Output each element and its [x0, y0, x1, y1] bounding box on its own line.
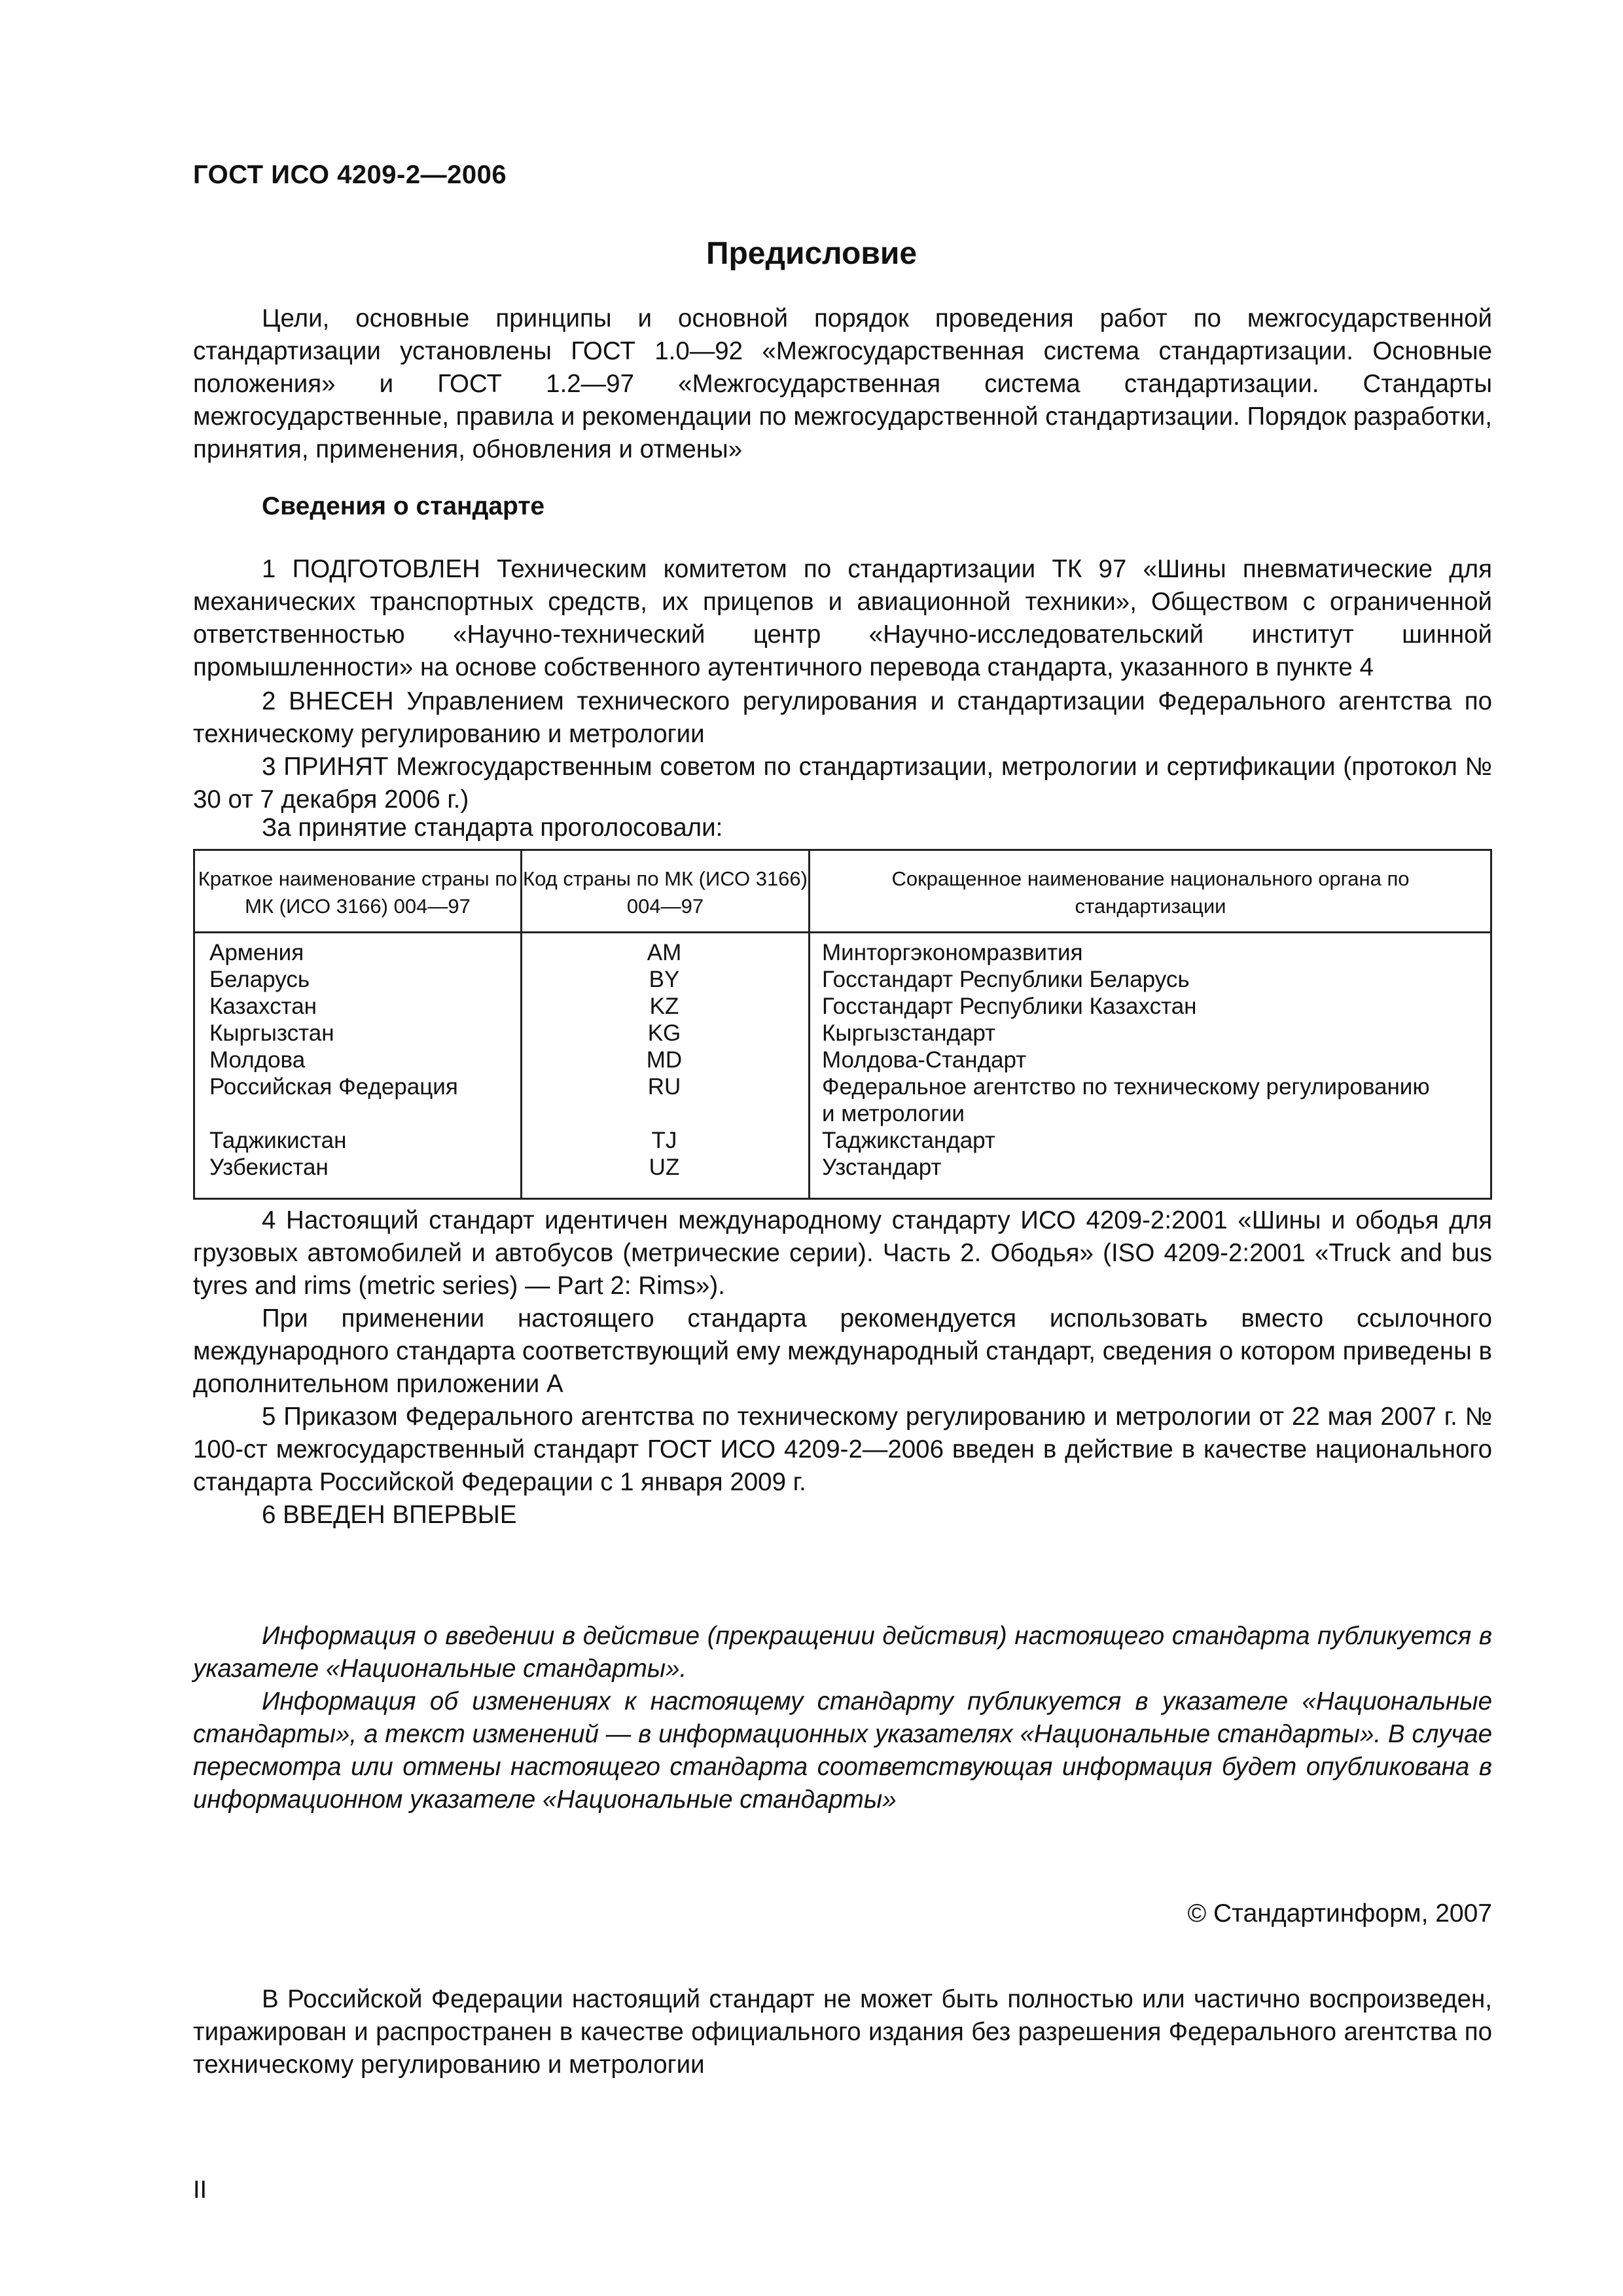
item-1: 1 ПОДГОТОВЛЕН Техническим комитетом по стандартизации ТК 97 «Шины пневматические для механических транспортных средств, их прицепов и авиационной техники», Обществом с ограниченной ответственностью «Научно-технический центр «Научно-исследовательский институт шинной промышленности» на основе собственного аутентичного перевода стандарта, указанного в пункте 4	[193, 555, 1492, 681]
table-cell-country: Узбекистан	[209, 1155, 329, 1180]
page-number: II	[193, 2176, 207, 2204]
table-cell-code: TJ	[651, 1128, 677, 1153]
page-title: Предисловие	[705, 236, 918, 271]
voting-table	[193, 849, 1492, 1200]
table-cell-body: Узстандарт	[822, 1155, 942, 1180]
table-cell-code: BY	[649, 967, 680, 992]
table-cell-body: Госстандарт Республики Беларусь	[822, 967, 1190, 992]
table-cell-country: Кыргызстан	[209, 1020, 334, 1046]
table-cell-body: Таджикстандарт	[822, 1128, 995, 1153]
table-cell-code: AM	[647, 940, 682, 965]
doc-code: ГОСТ ИСО 4209-2—2006	[193, 160, 507, 189]
section-heading: Сведения о стандарте	[262, 492, 545, 520]
table-cell-body: Госстандарт Республики Казахстан	[822, 994, 1197, 1019]
table-cell-body: Кыргызстандарт	[822, 1020, 996, 1046]
info-paragraph-2: Информация об изменениях к настоящему стандарту публикуется в указателе «Национальные стандарты», а текст изменений — в информационных указателях «Национальные стандарты». В случае пересмотра или отмены настоящего стандарта соответствующая информация будет опубликована в информационном указателе «Национальные стандарты»	[193, 1687, 1492, 1814]
table-cell-code: MD	[646, 1047, 683, 1073]
legal-notice: В Российской Федерации настоящий стандарт не может быть полностью или частично воспроизведен, тиражирован и распространен в качестве официального издания без разрешения Федерального агентства по техническому регулированию и метрологии	[193, 1985, 1492, 2079]
table-cell-code: RU	[647, 1074, 681, 1100]
table-cell-code: UZ	[649, 1155, 680, 1180]
item-5: 5 Приказом Федерального агентства по техническому регулированию и метрологии от 22 мая 2007 г. № 100-ст межгосударственный стандарт ГОСТ ИСО 4209-2—2006 введен в действие в качестве национального стандарта Российской Федерации с 1 января 2009 г.	[193, 1403, 1492, 1496]
vote-intro: За принятие стандарта проголосовали:	[262, 814, 723, 842]
table-cell-country: Армения	[209, 940, 304, 965]
header-country: Краткое наименование страны по МК (ИСО 3166) 004—97	[198, 867, 518, 918]
table-cell-country: Молдова	[209, 1047, 306, 1073]
item-4: 4 Настоящий стандарт идентичен международному стандарту ИСО 4209-2:2001 «Шины и ободья для грузовых автомобилей и автобусов (метрические серии). Часть 2. Ободья» (ISO 4209-2:2001 «Truck and bus tyres and rims (metric series) — Part 2: Rims»).	[193, 1206, 1492, 1300]
table-cell-country: Российская Федерация	[209, 1074, 458, 1100]
info-paragraph-1: Информация о введении в действие (прекращении действия) настоящего стандарта публикуется в указателе «Национальные стандарты».	[193, 1622, 1492, 1683]
copyright: © Стандартинформ, 2007	[1187, 1899, 1492, 1928]
intro-paragraph: Цели, основные принципы и основной порядок проведения работ по межгосударственной стандартизации установлены ГОСТ 1.0—92 «Межгосударственная система стандартизации. Основные положения» и ГОСТ 1.2—97 «Межгосударственная система стандартизации. Стандарты межгосударственные, правила и рекомендации по межгосударственной стандартизации. Порядок разработки, принятия, применения, обновления и отмены»	[193, 304, 1492, 463]
table-header-divider	[195, 931, 1490, 933]
item-4-note: При применении настоящего стандарта рекомендуется использовать вместо ссылочного международного стандарта соответствующий ему международный стандарт, сведения о котором приведены в дополнительном приложении А	[193, 1304, 1492, 1398]
table-cell-country: Казахстан	[209, 994, 317, 1019]
table-cell-body: Молдова-Стандарт	[822, 1047, 1027, 1073]
table-cell-country: Таджикистан	[209, 1128, 347, 1153]
header-code: Код страны по МК (ИСО 3166) 004—97	[523, 867, 808, 918]
item-6: 6 ВВЕДЕН ВПЕРВЫЕ	[262, 1501, 517, 1529]
item-3: 3 ПРИНЯТ Межгосударственным советом по стандартизации, метрологии и сертификации (протокол № 30 от 7 декабря 2006 г.)	[193, 753, 1492, 814]
item-2: 2 ВНЕСЕН Управлением технического регулирования и стандартизации Федерального агентства по техническому регулированию и метрологии	[193, 687, 1492, 748]
table-cell-country: Беларусь	[209, 967, 310, 992]
table-cell-body-cont: и метрологии	[822, 1101, 965, 1126]
header-body: Сокращенное наименование национального органа по стандартизации	[891, 867, 1410, 918]
table-cell-code: KG	[647, 1020, 681, 1046]
table-cell-body: Федеральное агентство по техническому регулированию	[822, 1074, 1430, 1100]
table-cell-code: KZ	[649, 994, 679, 1019]
table-divider	[808, 851, 810, 1198]
table-cell-body: Минторгэкономразвития	[822, 940, 1083, 965]
